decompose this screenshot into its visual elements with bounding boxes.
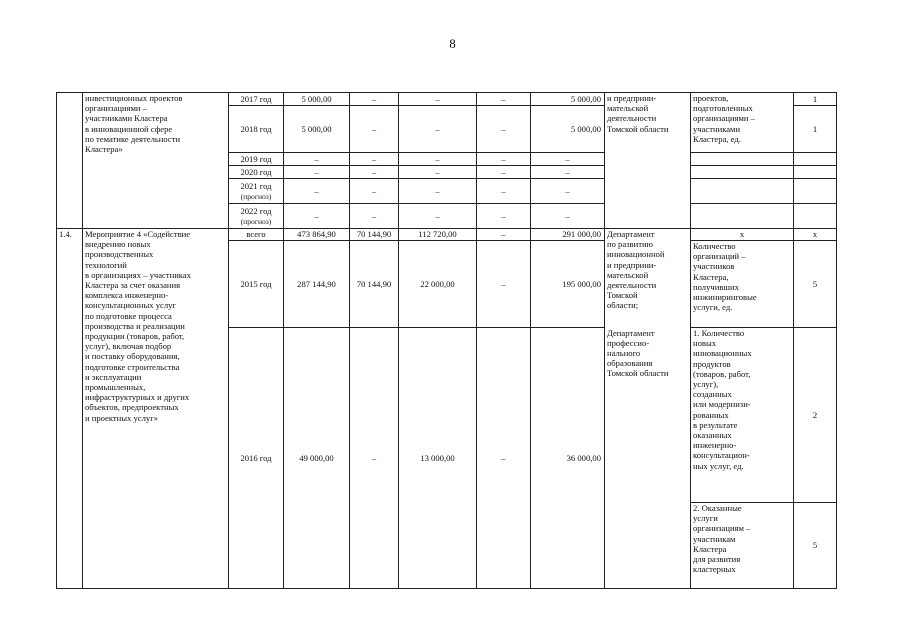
extrabudgetary-cell: – xyxy=(531,179,605,204)
regional-budget-cell: – xyxy=(399,179,477,204)
municipal-budget-cell: – xyxy=(477,166,531,179)
row-number-cell: 1.4. xyxy=(57,229,83,589)
indicator-cell xyxy=(691,179,794,204)
indicator-value: x xyxy=(794,229,837,241)
indicator-cell: проектов, подготовленных организациями – участниками Кластера, ед. xyxy=(691,93,794,153)
table-row xyxy=(57,229,837,241)
year-cell xyxy=(229,179,284,204)
activity-description: Мероприятие 4 «Содействие внедрению новых производственных технологий в организациях – участниках Кластера за счет оказания комплекса инженерно- консультационных услуг по подготовке процесса производства и реализации продукции (товаров, работ, услуг), включая подбор и поставку оборудования, подготовке строительства и эксплуатации промышленных, инфраструктурных и других объектов, предпроектных и проектных услуг» xyxy=(83,229,229,589)
indicator-value: 2 xyxy=(794,328,837,503)
municipal-budget-cell: – xyxy=(477,153,531,166)
indicator-cell: 1. Количество новых инновационных продуктов (товаров, работ, услуг), созданных или модернизи- рованных в результате оказанных инженерно- консультацион- ных услуг, ед. xyxy=(691,328,794,503)
municipal-budget-cell: – xyxy=(477,179,531,204)
indicator-cell xyxy=(691,166,794,179)
forecast-note: (прогноз) xyxy=(240,191,272,201)
total-cell: 287 144,90 xyxy=(284,241,350,328)
indicator-cell: Количество организаций – участников Кластера, получивших инжиниринговые услуги, ед. xyxy=(691,241,794,328)
extrabudgetary-cell: 5 000,00 xyxy=(531,93,605,106)
activity-description: инвестиционных проектов организациями – участниками Кластера в инновационной сфере по тематике деятельности Кластера» xyxy=(83,93,229,229)
indicator-value xyxy=(794,204,837,229)
year-cell xyxy=(229,204,284,229)
year-label: 2021 год xyxy=(240,181,272,192)
municipal-budget-cell: – xyxy=(477,229,531,241)
federal-budget-cell: – xyxy=(350,328,399,589)
year-cell: 2018 год xyxy=(229,106,284,153)
total-cell: 5 000,00 xyxy=(284,93,350,106)
total-cell: 49 000,00 xyxy=(284,328,350,589)
table-row xyxy=(57,93,837,106)
federal-budget-cell: 70 144,90 xyxy=(350,241,399,328)
extrabudgetary-cell: – xyxy=(531,204,605,229)
indicator-value: 1 xyxy=(794,93,837,106)
federal-budget-cell: – xyxy=(350,106,399,153)
federal-budget-cell: – xyxy=(350,153,399,166)
extrabudgetary-cell: 5 000,00 xyxy=(531,106,605,153)
indicator-cell: x xyxy=(691,229,794,241)
activities-table xyxy=(56,92,837,589)
indicator-cell xyxy=(691,153,794,166)
municipal-budget-cell: – xyxy=(477,328,531,589)
municipal-budget-cell: – xyxy=(477,204,531,229)
extrabudgetary-cell: – xyxy=(531,153,605,166)
forecast-note: (прогноз) xyxy=(240,216,272,226)
year-cell: 2020 год xyxy=(229,166,284,179)
federal-budget-cell: – xyxy=(350,93,399,106)
indicator-value: 5 xyxy=(794,241,837,328)
total-cell: – xyxy=(284,204,350,229)
indicator-value xyxy=(794,153,837,166)
total-cell: 473 864,90 xyxy=(284,229,350,241)
year-cell: 2016 год xyxy=(229,328,284,589)
municipal-budget-cell: – xyxy=(477,93,531,106)
total-cell: – xyxy=(284,153,350,166)
year-label: 2022 год xyxy=(240,206,272,217)
regional-budget-cell: 22 000,00 xyxy=(399,241,477,328)
municipal-budget-cell: – xyxy=(477,241,531,328)
page-number: 8 xyxy=(449,36,456,51)
year-cell: 2015 год xyxy=(229,241,284,328)
row-number-cell xyxy=(57,93,83,229)
regional-budget-cell: 112 720,00 xyxy=(399,229,477,241)
municipal-budget-cell: – xyxy=(477,106,531,153)
total-cell: – xyxy=(284,166,350,179)
regional-budget-cell: – xyxy=(399,93,477,106)
indicator-value: 1 xyxy=(794,106,837,153)
federal-budget-cell: – xyxy=(350,166,399,179)
regional-budget-cell: 13 000,00 xyxy=(399,328,477,589)
extrabudgetary-cell: 291 000,00 xyxy=(531,229,605,241)
indicator-cell xyxy=(691,204,794,229)
extrabudgetary-cell: – xyxy=(531,166,605,179)
indicator-cell: 2. Оказанные услуги организациям – участникам Кластера для развития кластерных xyxy=(691,503,794,589)
extrabudgetary-cell: 36 000,00 xyxy=(531,328,605,589)
executor-cell: Департамент по развитию инновационной и предприни- мательской деятельности Томской области; xyxy=(605,229,691,328)
year-cell: 2019 год xyxy=(229,153,284,166)
regional-budget-cell: – xyxy=(399,166,477,179)
federal-budget-cell: – xyxy=(350,204,399,229)
total-cell: – xyxy=(284,179,350,204)
executor-cell: Департамент профессио- нального образования Томской области xyxy=(605,328,691,589)
indicator-value xyxy=(794,179,837,204)
federal-budget-cell: 70 144,90 xyxy=(350,229,399,241)
indicator-value: 5 xyxy=(794,503,837,589)
year-cell: 2017 год xyxy=(229,93,284,106)
year-cell: всего xyxy=(229,229,284,241)
regional-budget-cell: – xyxy=(399,204,477,229)
total-cell: 5 000,00 xyxy=(284,106,350,153)
federal-budget-cell: – xyxy=(350,179,399,204)
regional-budget-cell: – xyxy=(399,106,477,153)
executor-cell: и предприни- мательской деятельности Томской области xyxy=(605,93,691,229)
indicator-value xyxy=(794,166,837,179)
regional-budget-cell: – xyxy=(399,153,477,166)
extrabudgetary-cell: 195 000,00 xyxy=(531,241,605,328)
